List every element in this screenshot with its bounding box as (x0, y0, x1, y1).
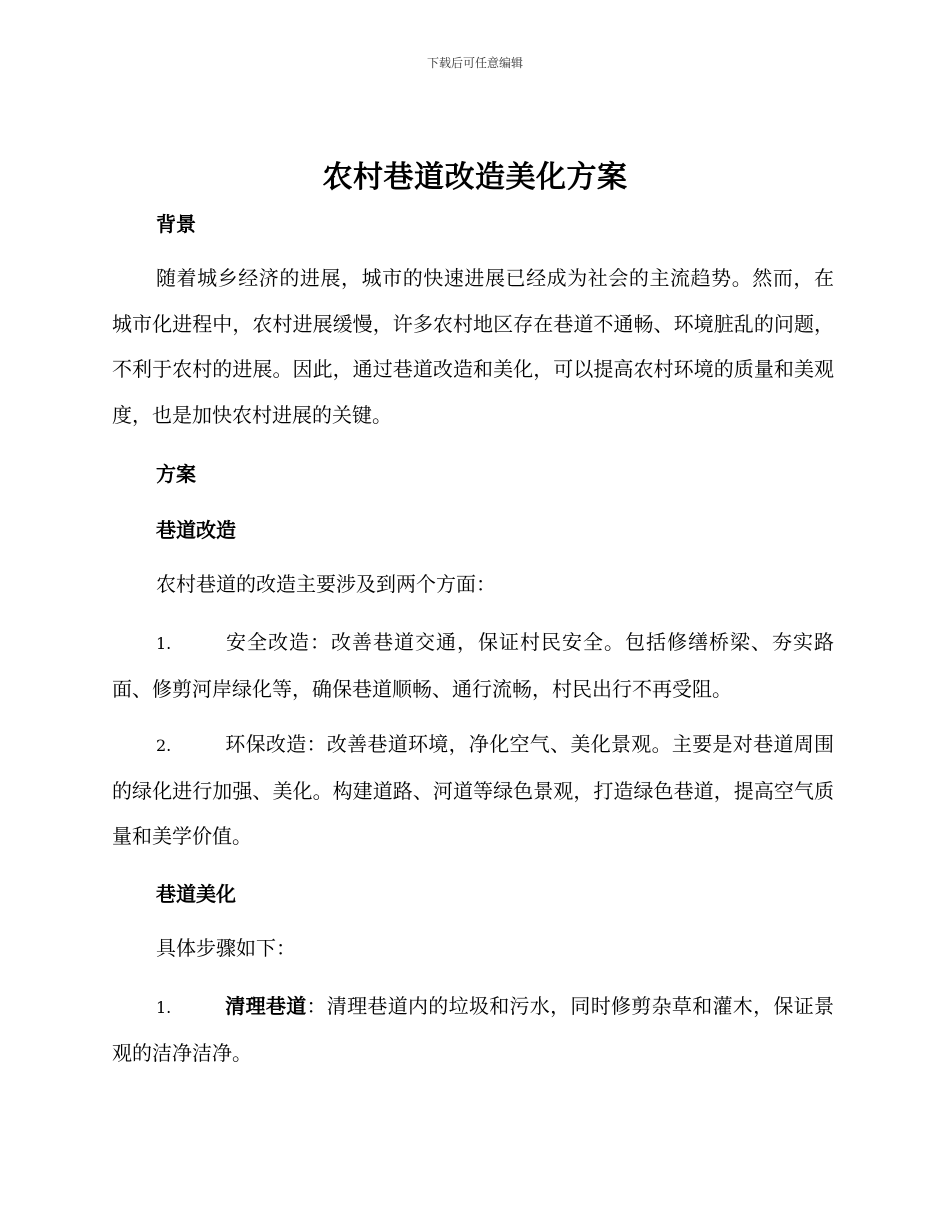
section-heading-beautify: 巷道美化 (156, 882, 236, 906)
list-item-text: 安全改造：改善巷道交通，保证村民安全。包括修缮桥梁、夯实路面、修剪河岸绿化等，确保巷道顺畅、通行流畅，村民出行不再受阻。 (112, 630, 834, 701)
list-number: 2. (156, 736, 172, 755)
section-heading-plan: 方案 (156, 462, 196, 486)
list-item-label: 清理巷道 (225, 994, 307, 1018)
beautify-list-item (112, 984, 834, 1076)
list-number: 1. (156, 998, 172, 1017)
list-number: 1. (156, 634, 172, 653)
renovation-intro: 农村巷道的改造主要涉及到两个方面： (156, 572, 496, 596)
section-heading-renovation: 巷道改造 (156, 518, 236, 542)
renovation-list-item (112, 722, 834, 860)
renovation-list-item (112, 620, 834, 712)
document-title: 农村巷道改造美化方案 (322, 160, 628, 195)
list-item-text: ：清理巷道内的垃圾和污水，同时修剪杂草和灌木，保证景观的洁净洁净。 (112, 994, 834, 1065)
page-header: 下载后可任意编辑 (426, 56, 523, 70)
background-paragraph: 随着城乡经济的进展，城市的快速进展已经成为社会的主流趋势。然而，在城市化进程中，农村进展缓慢，许多农村地区存在巷道不通畅、环境脏乱的问题，不利于农村的进展。因此，通过巷道改造和美化，可以提高农村环境的质量和美观度，也是加快农村进展的关键。 (112, 266, 834, 427)
beautify-intro: 具体步骤如下： (156, 936, 296, 960)
list-item-text: 环保改造：改善巷道环境，净化空气、美化景观。主要是对巷道周围的绿化进行加强、美化。构建道路、河道等绿色景观，打造绿色巷道，提高空气质量和美学价值。 (112, 732, 834, 848)
section-heading-background: 背景 (156, 212, 196, 236)
